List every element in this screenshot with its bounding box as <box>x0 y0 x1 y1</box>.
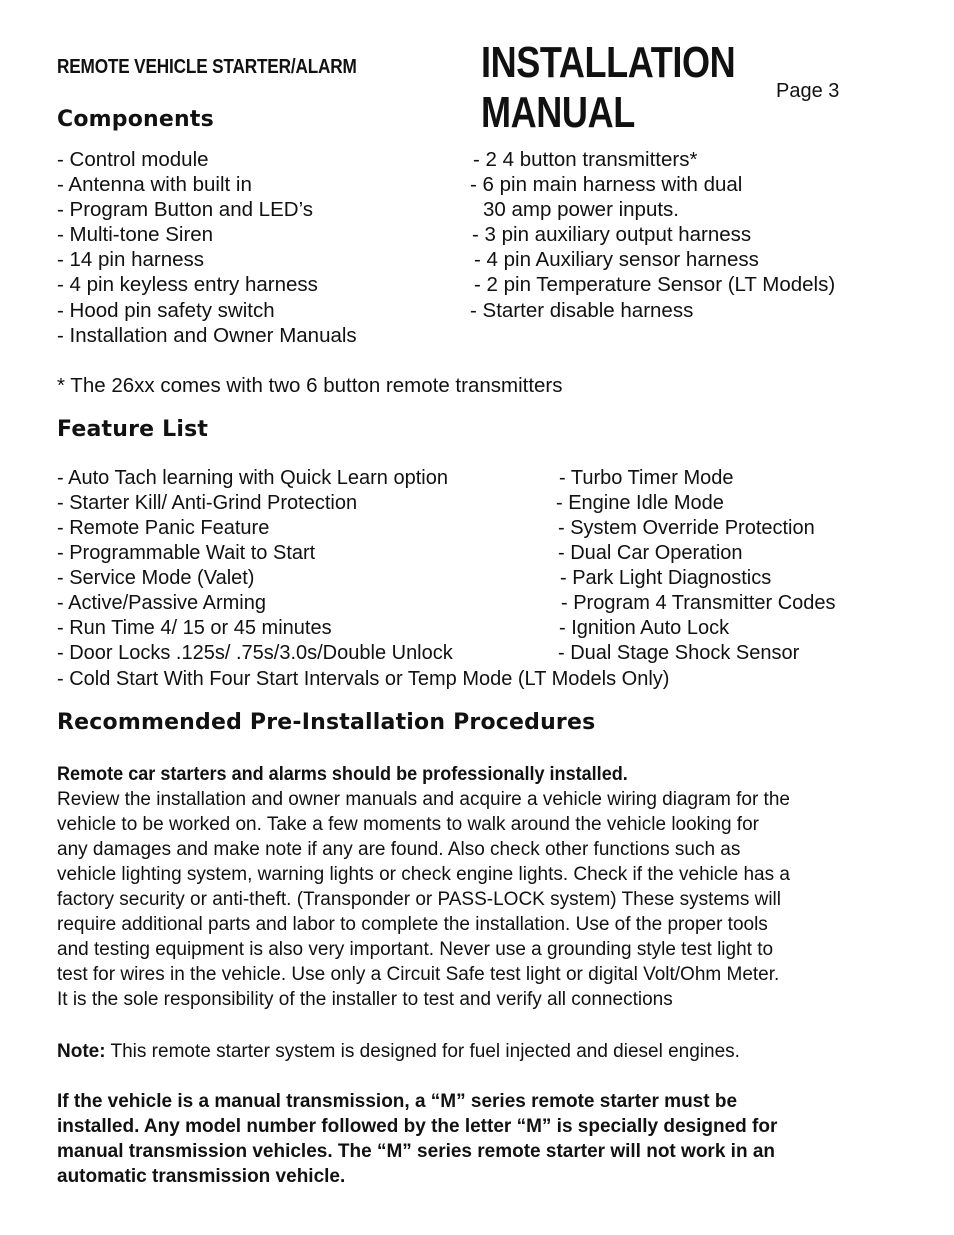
components-heading: Components <box>57 107 214 132</box>
warning-line: installed. Any model number followed by the letter “M” is specially designed for <box>57 1116 778 1137</box>
feature-list-heading: Feature List <box>57 417 209 442</box>
warning-line: manual transmission vehicles. The “M” series remote starter will not work in an <box>57 1141 776 1162</box>
feature-item: - Door Locks .125s/ .75s/3.0s/Double Unlock <box>57 642 453 664</box>
component-item: 30 amp power inputs. <box>483 198 680 221</box>
component-item: - 3 pin auxiliary output harness <box>472 223 752 246</box>
preinstall-line: vehicle lighting system, warning lights or check engine lights. Check if the vehicle has a <box>57 864 790 885</box>
preinstall-intro: Remote car starters and alarms should be professionally installed. <box>57 764 628 785</box>
preinstall-line: It is the sole responsibility of the installer to test and verify all connections <box>57 989 673 1010</box>
feature-item: - Cold Start With Four Start Intervals or Temp Mode (LT Models Only) <box>57 668 670 690</box>
component-item: - Installation and Owner Manuals <box>57 324 357 347</box>
feature-item: - Program 4 Transmitter Codes <box>561 592 836 614</box>
feature-item: - Turbo Timer Mode <box>559 467 734 489</box>
warning-line: If the vehicle is a manual transmission, a “M” series remote starter must be <box>57 1091 738 1112</box>
note-label: Note: <box>57 1041 106 1062</box>
preinstall-heading: Recommended Pre-Installation Procedures <box>57 710 596 735</box>
feature-item: - Run Time 4/ 15 or 45 minutes <box>57 617 332 639</box>
feature-item: - Starter Kill/ Anti-Grind Protection <box>57 492 358 514</box>
component-item: - 14 pin harness <box>57 248 205 271</box>
component-item: - 2 pin Temperature Sensor (LT Models) <box>474 273 836 296</box>
preinstall-line: and testing equipment is also very important. Never use a grounding style test light to <box>57 939 774 960</box>
note-text: This remote starter system is designed for fuel injected and diesel engines. <box>105 1041 740 1062</box>
document-subtitle: REMOTE VEHICLE STARTER/ALARM <box>57 56 357 78</box>
feature-item: - Active/Passive Arming <box>57 592 266 614</box>
feature-item: - Programmable Wait to Start <box>57 542 316 564</box>
component-item: - Control module <box>57 148 209 171</box>
component-item: - Program Button and LED’s <box>57 198 313 221</box>
preinstall-line: any damages and make note if any are found. Also check other functions such as <box>57 839 741 860</box>
feature-item: - Remote Panic Feature <box>57 517 270 539</box>
feature-item: - Auto Tach learning with Quick Learn option <box>57 467 448 489</box>
component-item: - Starter disable harness <box>470 299 694 322</box>
preinstall-line: test for wires in the vehicle. Use only a Circuit Safe test light or digital Volt/Ohm Meter. <box>57 964 780 985</box>
preinstall-line: factory security or anti-theft. (Transponder or PASS-LOCK system) These systems will <box>57 889 781 910</box>
preinstall-line: Review the installation and owner manuals and acquire a vehicle wiring diagram for the <box>57 789 790 810</box>
warning-paragraph <box>57 1089 897 1189</box>
preinstall-line: require additional parts and labor to complete the installation. Use of the proper tools <box>57 914 768 935</box>
feature-item: - Park Light Diagnostics <box>560 567 772 589</box>
preinstall-line: vehicle to be worked on. Take a few moments to walk around the vehicle looking for <box>57 814 759 835</box>
feature-item: - Ignition Auto Lock <box>559 617 730 639</box>
component-item: - Antenna with built in <box>57 173 252 196</box>
page-number: Page 3 <box>776 80 840 102</box>
note-paragraph <box>57 1039 897 1064</box>
components-footnote: * The 26xx comes with two 6 button remote transmitters <box>57 374 563 397</box>
warning-line: automatic transmission vehicle. <box>57 1166 346 1187</box>
component-item: - 4 pin keyless entry harness <box>57 273 318 296</box>
preinstall-body <box>57 762 897 1012</box>
feature-item: - Engine Idle Mode <box>556 492 724 514</box>
document-title: INSTALLATION MANUAL <box>481 38 736 137</box>
component-item: - 4 pin Auxiliary sensor harness <box>474 248 759 271</box>
feature-item: - Dual Stage Shock Sensor <box>558 642 800 664</box>
component-item: - 6 pin main harness with dual <box>470 173 743 196</box>
component-item: - Multi-tone Siren <box>57 223 214 246</box>
feature-item: - System Override Protection <box>558 517 815 539</box>
component-item: - 2 4 button transmitters* <box>473 148 698 171</box>
feature-item: - Dual Car Operation <box>558 542 743 564</box>
feature-item: - Service Mode (Valet) <box>57 567 255 589</box>
component-item: - Hood pin safety switch <box>57 299 275 322</box>
